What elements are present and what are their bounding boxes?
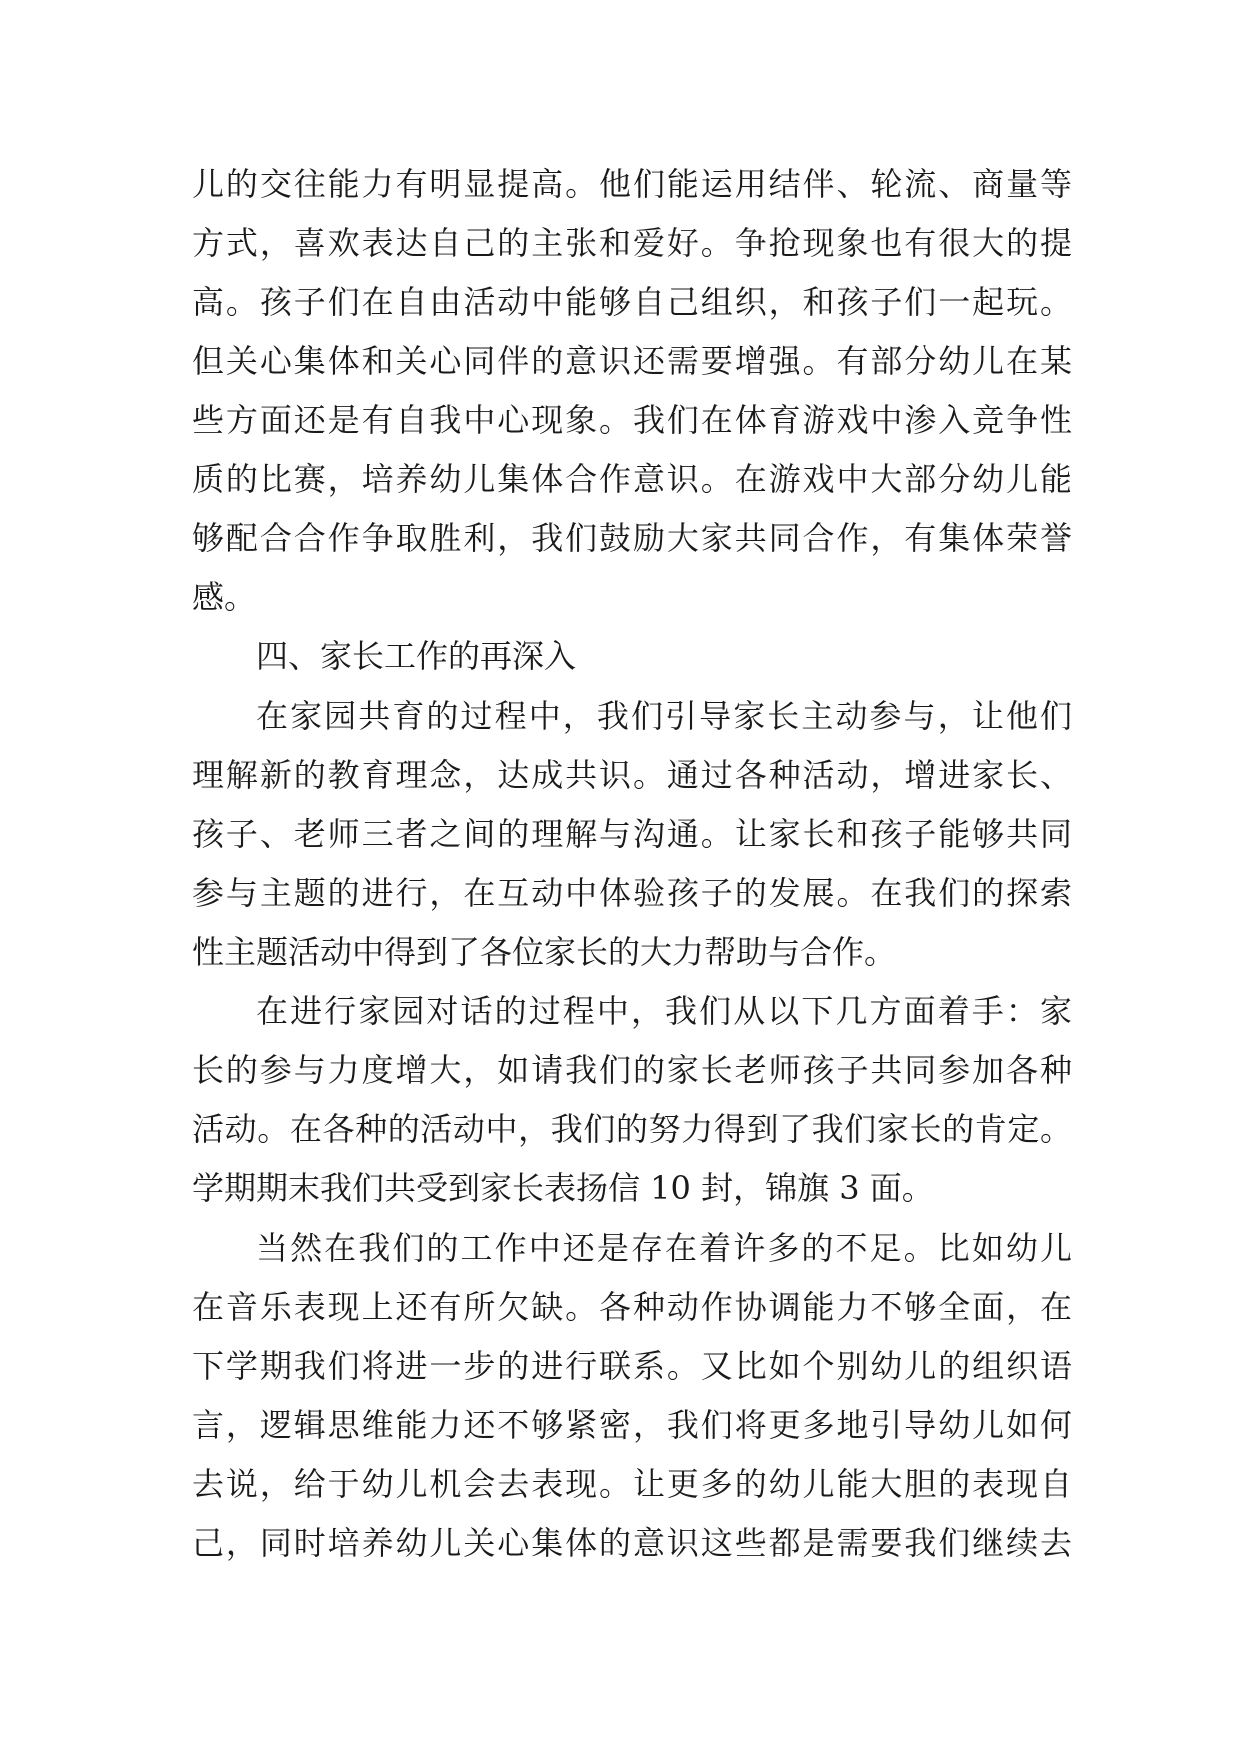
text-line: 己，同时培养幼儿关心集体的意识这些都是需要我们继续去: [192, 1524, 1072, 1562]
text-line: 长的参与力度增大，如请我们的家长老师孩子共同参加各种: [192, 1051, 1072, 1089]
text-line: 在家园共育的过程中，我们引导家长主动参与，让他们: [256, 697, 1072, 735]
text-line: 够配合合作争取胜利，我们鼓励大家共同合作，有集体荣誉: [192, 519, 1072, 557]
text-line: 参与主题的进行，在互动中体验孩子的发展。在我们的探索: [192, 874, 1072, 912]
text-line: 活动。在各种的活动中，我们的努力得到了我们家长的肯定。: [192, 1110, 1072, 1148]
text-line: 但关心集体和关心同伴的意识还需要增强。有部分幼儿在某: [192, 342, 1072, 380]
section-heading: 四、家长工作的再深入: [256, 637, 577, 675]
text-line: 下学期我们将进一步的进行联系。又比如个别幼儿的组织语: [192, 1347, 1072, 1385]
text-line: 高。孩子们在自由活动中能够自己组织，和孩子们一起玩。: [192, 283, 1072, 321]
text-line: 言，逻辑思维能力还不够紧密，我们将更多地引导幼儿如何: [192, 1406, 1072, 1444]
text-line: 当然在我们的工作中还是存在着许多的不足。比如幼儿: [256, 1229, 1072, 1267]
text-line: 质的比赛，培养幼儿集体合作意识。在游戏中大部分幼儿能: [192, 460, 1072, 498]
text-line: 些方面还是有自我中心现象。我们在体育游戏中渗入竞争性: [192, 401, 1072, 439]
text-line: 在进行家园对话的过程中，我们从以下几方面着手：家: [256, 992, 1072, 1030]
text-line: 儿的交往能力有明显提高。他们能运用结伴、轮流、商量等: [192, 165, 1072, 203]
text-line: 感。: [192, 578, 257, 616]
text-line: 孩子、老师三者之间的理解与沟通。让家长和孩子能够共同: [192, 815, 1072, 853]
text-line: 在音乐表现上还有所欠缺。各种动作协调能力不够全面，在: [192, 1288, 1072, 1326]
text-line: 理解新的教育理念，达成共识。通过各种活动，增进家长、: [192, 756, 1072, 794]
text-line: 学期期末我们共受到家长表扬信 10 封，锦旗 3 面。: [192, 1169, 934, 1207]
text-line: 去说，给于幼儿机会去表现。让更多的幼儿能大胆的表现自: [192, 1465, 1072, 1503]
text-line: 性主题活动中得到了各位家长的大力帮助与合作。: [192, 933, 897, 971]
text-line: 方式，喜欢表达自己的主张和爱好。争抢现象也有很大的提: [192, 224, 1072, 262]
